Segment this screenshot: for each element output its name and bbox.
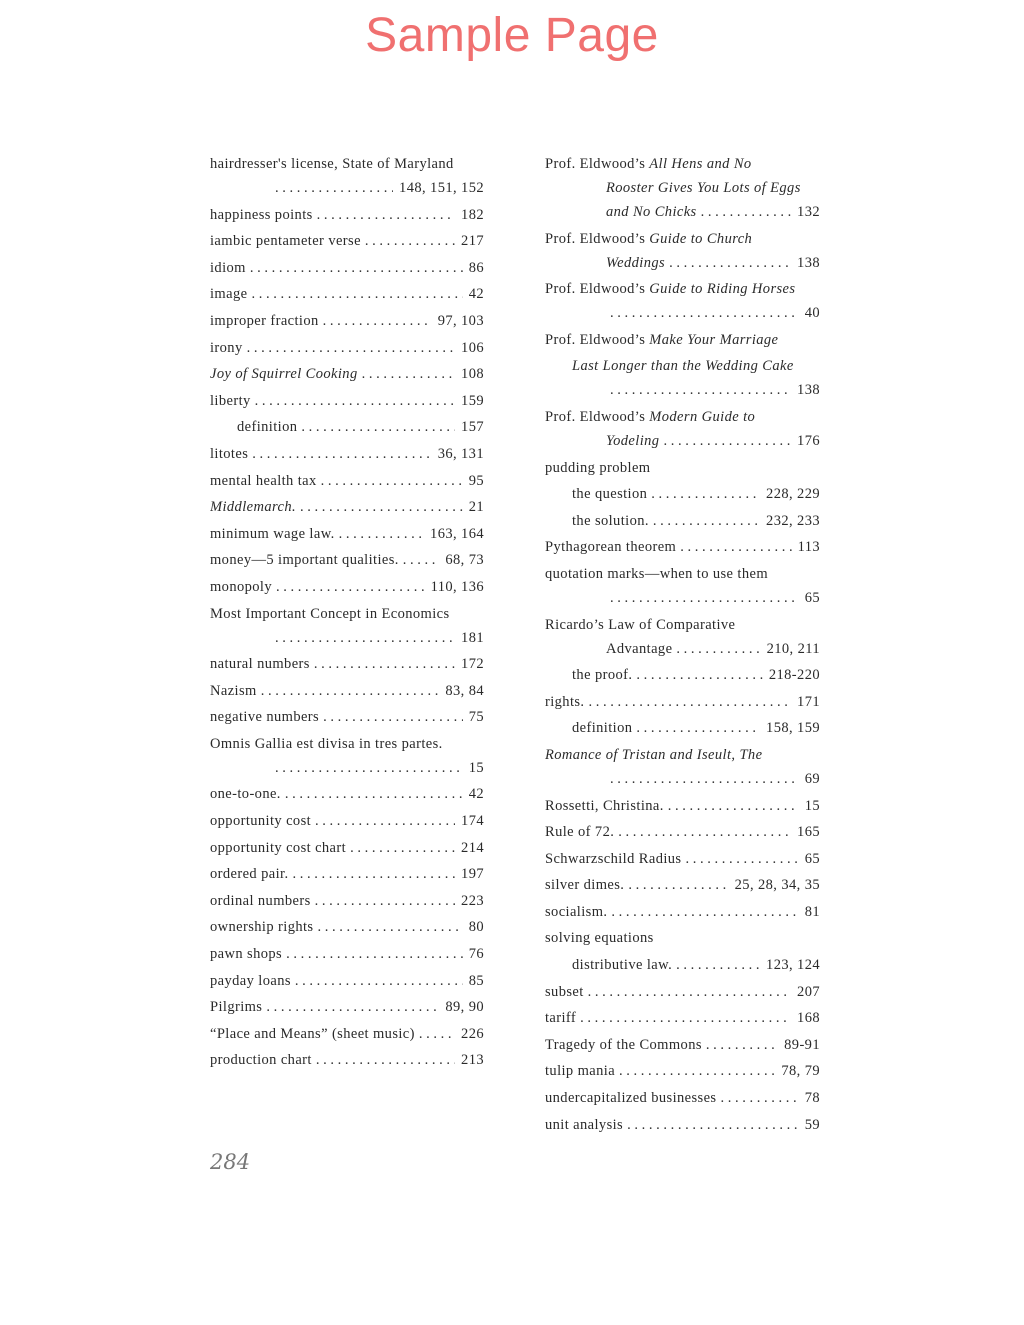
entry-pages: 159 xyxy=(461,392,484,409)
entry-term: Pythagorean theorem xyxy=(545,539,677,556)
index-entry-eldwood-marriage xyxy=(545,328,820,352)
entry-term: definition xyxy=(237,419,298,436)
index-entry-eldwood-yodeling xyxy=(545,405,820,429)
dot-leader xyxy=(610,767,799,791)
dot-leader xyxy=(276,575,425,599)
dot-leader xyxy=(680,535,791,559)
entry-pages: 83, 84 xyxy=(445,682,484,699)
entry-term: liberty xyxy=(210,392,251,409)
entry-pages: 113 xyxy=(797,539,820,556)
index-entry-tristan-pages xyxy=(545,767,820,791)
entry-term: rights. xyxy=(545,693,585,710)
entry-pages: 25, 28, 34, 35 xyxy=(734,877,820,894)
entry-pages: 210, 211 xyxy=(766,640,820,657)
entry-pages: 163, 164 xyxy=(430,525,484,542)
index-entry-place-and-means xyxy=(210,1022,484,1046)
entry-term: Prof. Eldwood’s All Hens and No xyxy=(545,156,752,172)
entry-pages: 223 xyxy=(461,892,484,909)
dot-leader xyxy=(362,362,455,386)
entry-term: solving equations xyxy=(545,930,654,947)
dot-leader xyxy=(627,1113,799,1137)
index-entry-most-important-pages xyxy=(210,626,484,650)
entry-pages: 138 xyxy=(797,382,820,399)
index-entry-most-important xyxy=(210,602,484,626)
dot-leader xyxy=(323,309,432,333)
dot-leader xyxy=(250,256,463,280)
entry-pages: 59 xyxy=(804,1116,820,1133)
entry-term: the solution. xyxy=(572,512,649,529)
index-entry-pythagorean xyxy=(545,535,820,559)
entry-pages: 78, 79 xyxy=(781,1063,820,1080)
dot-leader xyxy=(668,794,799,818)
entry-pages: 138 xyxy=(797,254,820,271)
entry-term: the proof. xyxy=(572,667,633,684)
index-entry-omnis-gallia xyxy=(210,732,484,756)
entry-pages: 65 xyxy=(804,850,820,867)
dot-leader xyxy=(261,679,440,703)
entry-pages: 89, 90 xyxy=(445,999,484,1016)
index-entry-schwarzschild xyxy=(545,847,820,871)
index-column-left xyxy=(210,152,484,1072)
entry-term: improper fraction xyxy=(210,312,319,329)
entry-pages: 181 xyxy=(461,629,484,646)
index-entry-pudding-problem xyxy=(545,456,820,480)
dot-leader xyxy=(419,1022,455,1046)
dot-leader xyxy=(275,626,455,650)
entry-pages: 69 xyxy=(804,770,820,787)
index-entry-litotes xyxy=(210,442,484,466)
entry-term: opportunity cost chart xyxy=(210,839,347,856)
entry-term: undercapitalized businesses xyxy=(545,1090,717,1107)
entry-term: quotation marks—when to use them xyxy=(545,565,769,582)
index-entry-omnis-gallia-pages xyxy=(210,756,484,780)
entry-pages: 174 xyxy=(461,813,484,830)
entry-term: natural numbers xyxy=(210,656,310,673)
dot-leader xyxy=(610,586,799,610)
index-entry-opportunity-cost-chart xyxy=(210,836,484,860)
entry-pages: 85 xyxy=(468,972,484,989)
dot-leader xyxy=(285,782,463,806)
entry-pages: 42 xyxy=(468,286,484,303)
dot-leader xyxy=(628,873,728,897)
entry-term: Most Important Concept in Economics xyxy=(210,605,450,622)
index-entry-liberty xyxy=(210,389,484,413)
entry-pages: 80 xyxy=(468,919,484,936)
dot-leader xyxy=(292,862,455,886)
entry-pages: 171 xyxy=(797,693,820,710)
entry-pages: 172 xyxy=(461,656,484,673)
entry-pages: 157 xyxy=(461,419,484,436)
entry-term: one-to-one. xyxy=(210,786,281,803)
index-entry-ownership-rights xyxy=(210,915,484,939)
entry-pages: 106 xyxy=(461,339,484,356)
entry-term: Rule of 72. xyxy=(545,824,615,841)
dot-leader xyxy=(663,429,791,453)
entry-pages: 168 xyxy=(797,1010,820,1027)
index-entry-hairdresser-pages xyxy=(210,176,484,200)
dot-leader xyxy=(275,756,463,780)
dot-leader xyxy=(676,637,760,661)
index-entry-eldwood-hens-2 xyxy=(545,176,820,200)
entry-pages: 75 xyxy=(468,709,484,726)
entry-pages: 232, 233 xyxy=(766,512,820,529)
dot-leader xyxy=(610,378,791,402)
entry-term: Advantage xyxy=(606,640,673,657)
index-entry-rule-of-72 xyxy=(545,820,820,844)
index-entry-monopoly xyxy=(210,575,484,599)
index-entry-middlemarch xyxy=(210,495,484,519)
index-column-right xyxy=(545,152,820,1137)
entry-term: Omnis Gallia est divisa in tres partes. xyxy=(210,735,443,752)
entry-term: Prof. Eldwood’s Modern Guide to xyxy=(545,408,756,425)
entry-term: ownership rights xyxy=(210,919,314,936)
entry-term: Rossetti, Christina. xyxy=(545,797,664,814)
entry-pages: 148, 151, 152 xyxy=(399,180,484,196)
entry-pages: 182 xyxy=(461,206,484,223)
dot-leader xyxy=(611,900,798,924)
index-entry-tragedy-commons xyxy=(545,1033,820,1057)
entry-term: payday loans xyxy=(210,972,291,989)
index-entry-ricardo-2 xyxy=(545,637,820,661)
index-entry-solving-equations xyxy=(545,926,820,950)
index-entry-unit-analysis xyxy=(545,1113,820,1137)
entry-pages: 65 xyxy=(804,589,820,606)
dot-leader xyxy=(316,1048,455,1072)
entry-pages: 97, 103 xyxy=(437,312,484,329)
dot-leader xyxy=(580,1006,791,1030)
entry-pages: 214 xyxy=(461,839,484,856)
index-entry-negative-numbers xyxy=(210,705,484,729)
entry-term: tulip mania xyxy=(545,1063,616,1080)
dot-leader xyxy=(653,509,760,533)
entry-pages: 207 xyxy=(797,983,820,1000)
dot-leader xyxy=(300,495,463,519)
index-entry-pilgrims xyxy=(210,995,484,1019)
entry-term: Nazism xyxy=(210,682,257,699)
entry-pages: 197 xyxy=(461,866,484,883)
entry-term: tariff xyxy=(545,1010,577,1027)
index-entry-idiom xyxy=(210,256,484,280)
index-entry-tristan xyxy=(545,743,820,767)
entry-term: monopoly xyxy=(210,578,273,595)
entry-pages: 213 xyxy=(461,1052,484,1069)
dot-leader xyxy=(720,1086,798,1110)
index-entry-nazism xyxy=(210,679,484,703)
index-entry-image xyxy=(210,282,484,306)
index-entry-eldwood-horses xyxy=(545,277,820,301)
index-entry-improper-fraction xyxy=(210,309,484,333)
dot-leader xyxy=(266,995,439,1019)
entry-term: Tragedy of the Commons xyxy=(545,1036,702,1053)
index-entry-ricardo xyxy=(545,613,820,637)
entry-pages: 123, 124 xyxy=(766,957,820,974)
dot-leader xyxy=(252,442,431,466)
entry-term: production chart xyxy=(210,1052,312,1069)
index-entry-quotation-marks xyxy=(545,562,820,586)
entry-term: opportunity cost xyxy=(210,813,312,830)
index-entry-joy-squirrel xyxy=(210,362,484,386)
dot-leader xyxy=(255,389,455,413)
entry-term: money—5 important qualities. xyxy=(210,552,399,569)
index-entry-undercapitalized xyxy=(545,1086,820,1110)
index-entry-hairdresser xyxy=(210,152,484,176)
dot-leader xyxy=(315,889,455,913)
entry-pages: 95 xyxy=(468,472,484,489)
dot-leader xyxy=(619,1059,775,1083)
dot-leader xyxy=(685,847,798,871)
dot-leader xyxy=(286,942,463,966)
index-entry-eldwood-marriage-pages xyxy=(545,378,820,402)
entry-term: hairdresser's license, State of Maryland xyxy=(210,156,454,172)
sample-page-watermark: Sample Page xyxy=(365,9,659,62)
index-entry-mental-health-tax xyxy=(210,469,484,493)
index-entry-natural-numbers xyxy=(210,652,484,676)
index-entry-eldwood-marriage-2 xyxy=(545,354,820,378)
entry-term: litotes xyxy=(210,445,249,462)
entry-pages: 165 xyxy=(797,824,820,841)
entry-term: Weddings xyxy=(606,254,666,271)
entry-pages: 228, 229 xyxy=(766,486,820,503)
index-entry-eldwood-yodeling-2 xyxy=(545,429,820,453)
entry-pages: 110, 136 xyxy=(430,578,484,595)
dot-leader xyxy=(251,282,462,306)
entry-term: mental health tax xyxy=(210,472,317,489)
entry-term: minimum wage law. xyxy=(210,525,335,542)
entry-term: happiness points xyxy=(210,206,313,223)
entry-pages: 132 xyxy=(797,204,820,220)
dot-leader xyxy=(588,690,791,714)
index-entry-pudding-solution xyxy=(545,509,820,533)
dot-leader xyxy=(365,229,455,253)
entry-term: Rooster Gives You Lots of Eggs xyxy=(606,180,801,196)
index-entry-payday-loans xyxy=(210,969,484,993)
entry-term: irony xyxy=(210,339,243,356)
entry-pages: 68, 73 xyxy=(445,552,484,569)
index-entry-tulip-mania xyxy=(545,1059,820,1083)
dot-leader xyxy=(323,705,463,729)
dot-leader xyxy=(275,176,393,200)
entry-pages: 158, 159 xyxy=(766,720,820,737)
index-entry-socialism xyxy=(545,900,820,924)
dot-leader xyxy=(701,200,791,224)
entry-term: idiom xyxy=(210,259,246,276)
dot-leader xyxy=(676,953,760,977)
dot-leader xyxy=(636,716,760,740)
entry-pages: 40 xyxy=(804,305,820,322)
index-entry-eldwood-horses-pages xyxy=(545,301,820,325)
entry-term: unit analysis xyxy=(545,1116,624,1133)
entry-term: “Place and Means” (sheet music) xyxy=(210,1025,415,1042)
index-entry-eldwood-hens-3 xyxy=(545,200,820,224)
entry-term: iambic pentameter verse xyxy=(210,233,361,250)
index-entry-happiness xyxy=(210,203,484,227)
dot-leader xyxy=(315,809,455,833)
index-entry-quotation-marks-pages xyxy=(545,586,820,610)
entry-pages: 78 xyxy=(804,1090,820,1107)
entry-term: Prof. Eldwood’s Make Your Marriage xyxy=(545,331,779,348)
entry-term: image xyxy=(210,286,248,303)
entry-term: pawn shops xyxy=(210,946,283,963)
index-entry-minimum-wage xyxy=(210,522,484,546)
index-entry-rights xyxy=(545,690,820,714)
dot-leader xyxy=(706,1033,778,1057)
index-entry-eldwood-hens xyxy=(545,152,820,176)
entry-term: Pilgrims xyxy=(210,999,263,1016)
page-number: 284 xyxy=(210,1150,251,1174)
dot-leader xyxy=(295,969,463,993)
index-entry-irony xyxy=(210,336,484,360)
index-entry-eldwood-church-2 xyxy=(545,251,820,275)
index-entry-pawn-shops xyxy=(210,942,484,966)
entry-term: ordered pair. xyxy=(210,866,289,883)
entry-pages: 226 xyxy=(461,1025,484,1042)
entry-pages: 176 xyxy=(797,432,820,449)
entry-term: negative numbers xyxy=(210,709,320,726)
entry-pages: 21 xyxy=(468,499,484,516)
entry-pages: 15 xyxy=(804,797,820,814)
index-entry-pudding-question xyxy=(545,482,820,506)
entry-pages: 81 xyxy=(804,903,820,920)
entry-term: Prof. Eldwood’s Guide to Church xyxy=(545,230,753,247)
entry-term: Prof. Eldwood’s Guide to Riding Horses xyxy=(545,281,796,298)
entry-pages: 108 xyxy=(461,366,484,383)
index-entry-liberty-definition xyxy=(210,415,484,439)
index-entry-iambic xyxy=(210,229,484,253)
entry-term: Schwarzschild Radius xyxy=(545,850,682,867)
dot-leader xyxy=(317,203,455,227)
entry-pages: 36, 131 xyxy=(437,445,484,462)
entry-pages: 42 xyxy=(468,786,484,803)
index-entry-one-to-one xyxy=(210,782,484,806)
entry-pages: 76 xyxy=(468,946,484,963)
index-entry-silver-dimes xyxy=(545,873,820,897)
entry-pages: 218-220 xyxy=(768,667,820,684)
dot-leader xyxy=(301,415,455,439)
index-entry-tariff xyxy=(545,1006,820,1030)
dot-leader xyxy=(636,663,762,687)
dot-leader xyxy=(618,820,791,844)
dot-leader xyxy=(247,336,455,360)
index-entry-rights-definition xyxy=(545,716,820,740)
entry-term: Last Longer than the Wedding Cake xyxy=(572,358,794,375)
entry-term: Ricardo’s Law of Comparative xyxy=(545,616,736,633)
dot-leader xyxy=(317,915,462,939)
index-entry-rossetti xyxy=(545,794,820,818)
dot-leader xyxy=(651,482,760,506)
dot-leader xyxy=(321,469,463,493)
entry-term: Yodeling xyxy=(606,432,660,449)
index-entry-money xyxy=(210,548,484,572)
entry-term: definition xyxy=(572,720,633,737)
entry-term: and No Chicks xyxy=(606,204,697,220)
dot-leader xyxy=(350,836,455,860)
entry-term: distributive law. xyxy=(572,957,673,974)
index-entry-ordered-pair xyxy=(210,862,484,886)
entry-pages: 89-91 xyxy=(784,1036,820,1053)
dot-leader xyxy=(588,980,791,1004)
entry-term: Romance of Tristan and Iseult, The xyxy=(545,746,763,763)
index-entry-eldwood-church xyxy=(545,227,820,251)
index-entry-subset xyxy=(545,980,820,1004)
dot-leader xyxy=(314,652,455,676)
entry-term: Middlemarch. xyxy=(210,499,297,516)
dot-leader xyxy=(339,522,424,546)
entry-term: pudding problem xyxy=(545,459,651,476)
entry-term: Joy of Squirrel Cooking xyxy=(210,366,358,383)
entry-term: the question xyxy=(572,486,648,503)
entry-pages: 15 xyxy=(468,759,484,776)
dot-leader xyxy=(610,301,799,325)
index-entry-distributive-law xyxy=(545,953,820,977)
entry-term: silver dimes. xyxy=(545,877,625,894)
dot-leader xyxy=(403,548,440,572)
index-entry-opportunity-cost xyxy=(210,809,484,833)
index-entry-ricardo-proof xyxy=(545,663,820,687)
entry-term: socialism. xyxy=(545,903,608,920)
entry-pages: 86 xyxy=(468,259,484,276)
entry-term: subset xyxy=(545,983,584,1000)
dot-leader xyxy=(669,251,791,275)
entry-term: ordinal numbers xyxy=(210,892,311,909)
index-entry-ordinal-numbers xyxy=(210,889,484,913)
index-entry-production-chart xyxy=(210,1048,484,1072)
entry-pages: 217 xyxy=(461,233,484,250)
